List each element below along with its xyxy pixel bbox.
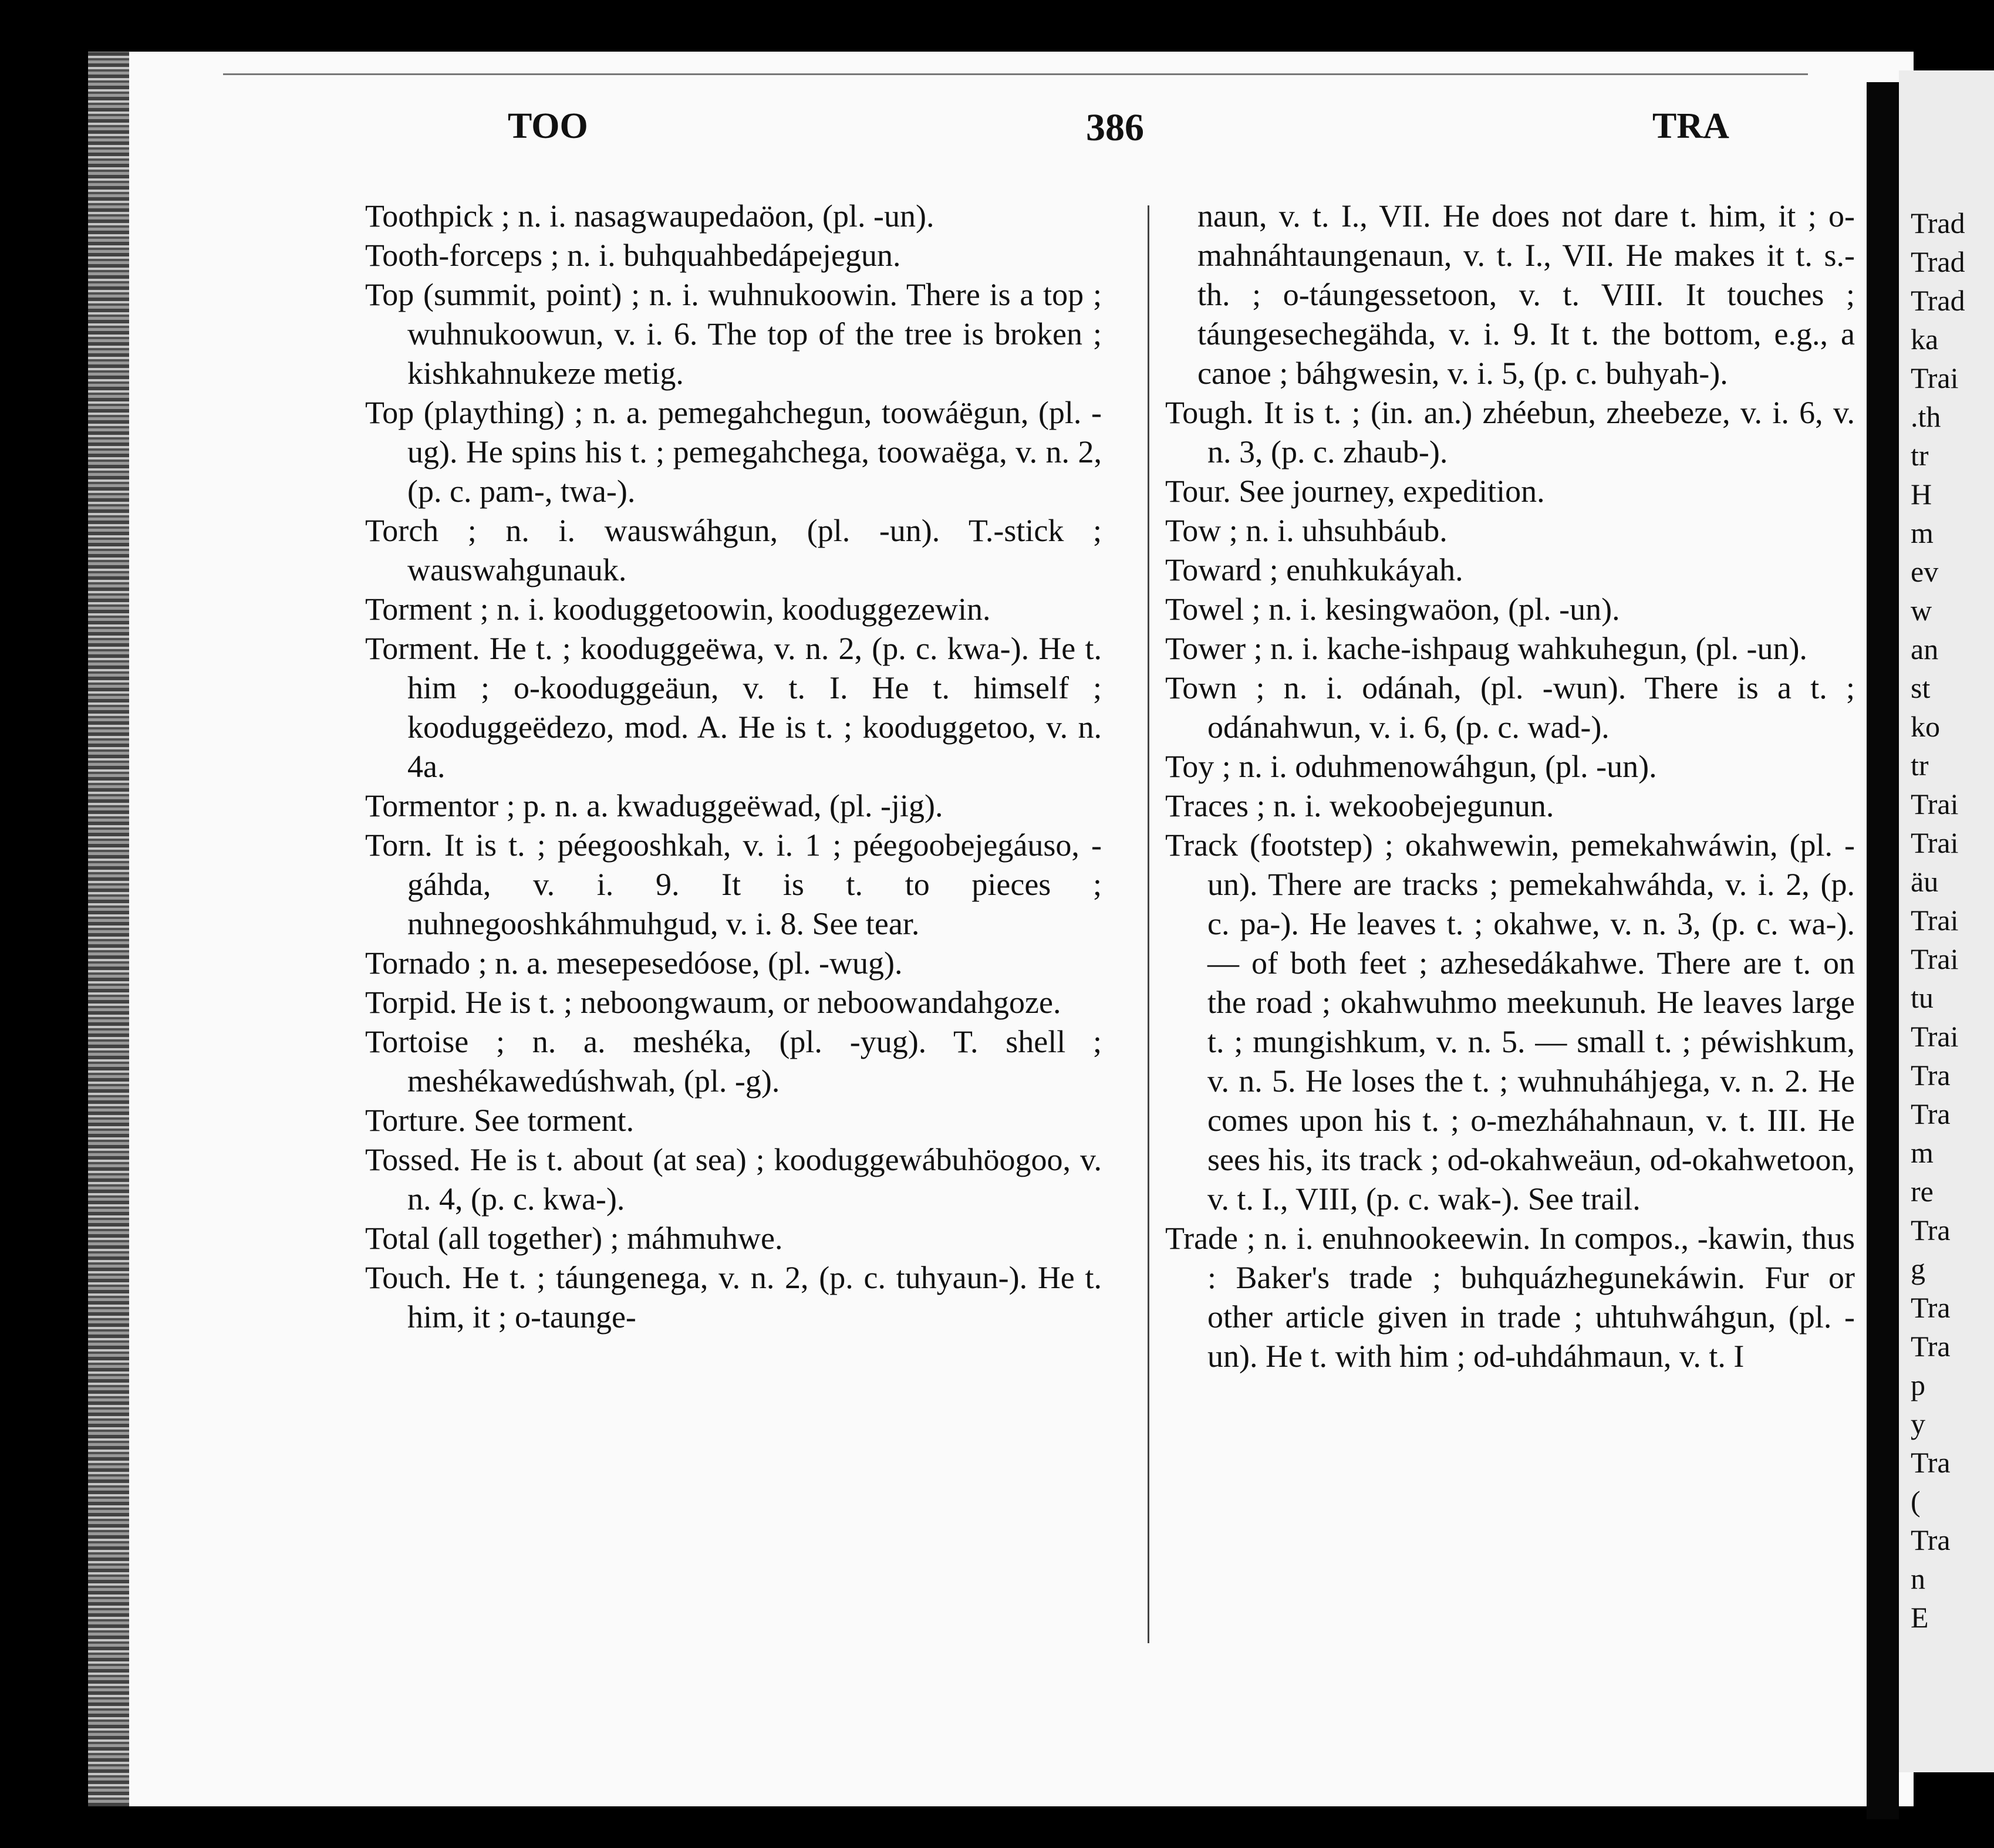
entry-tortoise: Tortoise ; n. a. meshéka, (pl. -yug). T. shell ; meshékawedúshwah, (pl. -g). [365, 1024, 1102, 1099]
right-column [1165, 197, 1855, 1376]
next-page-fragment: p [1911, 1369, 1925, 1401]
next-page-fragment: y [1911, 1407, 1925, 1440]
next-page-fragment: H [1911, 478, 1932, 511]
next-page-fragment: E [1911, 1601, 1929, 1634]
next-page-fragment: Tra [1911, 1059, 1951, 1092]
running-head-left: TOO [508, 106, 588, 146]
entry-toothpick: Toothpick ; n. i. nasagwaupedaöon, (pl. -un). [365, 198, 934, 234]
entry-tooth-forceps: Tooth-forceps ; n. i. buhquahbedápejegun. [365, 238, 901, 273]
next-page-fragment: tu [1911, 981, 1934, 1014]
next-page-fragment: Tra [1911, 1291, 1951, 1324]
page-number: 386 [1086, 106, 1144, 149]
running-head-right: TRA [1652, 106, 1729, 146]
entry-tormentor: Tormentor ; p. n. a. kwaduggeëwad, (pl. -jig). [365, 788, 943, 823]
next-page-fragment: .th [1911, 400, 1941, 433]
next-page-fragment: Tra [1911, 1523, 1951, 1556]
next-page-fragment: m [1911, 1136, 1934, 1169]
entry-torment-verb: Torment. He t. ; kooduggeëwa, v. n. 2, (p. c. kwa-). He t. him ; o-kooduggeäun, v. t. I. He t. himself ; kooduggeëdezo, mod. A. He is t. ; kooduggetoo, v. n. 4a. [365, 631, 1102, 784]
next-page-fragment: Trai [1911, 788, 1959, 820]
entry-torment-noun: Torment ; n. i. kooduggetoowin, kooduggezewin. [365, 592, 991, 627]
entry-toy: Toy ; n. i. oduhmenowáhgun, (pl. -un). [1165, 749, 1657, 784]
entry-tow: Tow ; n. i. uhsuhbáub. [1165, 513, 1448, 548]
next-page-fragment: an [1911, 633, 1939, 665]
entry-town: Town ; n. i. odánah, (pl. -wun). There is a t. ; odánahwun, v. i. 6, (p. c. wad-). [1165, 670, 1855, 745]
next-page-fragment: Tra [1911, 1214, 1951, 1246]
next-page-fragment: ev [1911, 555, 1939, 588]
next-page-fragment: w [1911, 594, 1932, 627]
next-page-fragment: Trai [1911, 362, 1959, 394]
entry-torn: Torn. It is t. ; péegooshkah, v. i. 1 ; péegoobejegáuso, -gáhda, v. i. 9. It is t. to pieces ; nuhnegooshkáhmuhgud, v. i. 8. See tear. [365, 827, 1102, 941]
next-page-fragment: Trai [1911, 942, 1959, 975]
entry-track: Track (footstep) ; okahwewin, pemekahwáwin, (pl. -un). There are tracks ; pemekahwáhda, v. i. 2, (p. c. pa-). He leaves t. ; okahwe, v. n. 3, (p. c. wa-). — of both feet ; azhesedákahwe. There are t. on the road ; okahwuhmo meekunuh. He leaves large t. ; mungishkum, v. n. 5. — small t. ; péwishkum, v. n. 5. He loses the t. ; wuhnuháhjega, v. n. 2. He comes upon his t. ; o-mezháhahnaun, v. t. III. He sees his, its track ; od-okahweäun, od-okahwetoon, v. t. I., VIII, (p. c. wak-). See trail. [1165, 827, 1855, 1217]
next-page-fragment: Tra [1911, 1446, 1951, 1479]
next-page-fragment: m [1911, 516, 1934, 549]
next-page-fragment: g [1911, 1252, 1925, 1285]
next-page-fragment: tr [1911, 749, 1929, 782]
entry-tough: Tough. It is t. ; (in. an.) zhéebun, zheebeze, v. i. 6, v. n. 3, (p. c. zhaub-). [1165, 395, 1855, 469]
next-page-edge [1899, 70, 1994, 1772]
column-divider [1148, 205, 1149, 1643]
next-page-fragment: re [1911, 1175, 1934, 1208]
entry-total: Total (all together) ; máhmuhwe. [365, 1221, 783, 1256]
entry-top-plaything: Top (plaything) ; n. a. pemegahchegun, toowáëgun, (pl. -ug). He spins his t. ; pemegahchega, toowaëga, v. n. 2, (p. c. pam-, twa-). [365, 395, 1102, 509]
header-rule [223, 73, 1808, 75]
entry-touch: Touch. He t. ; táungenega, v. n. 2, (p. c. tuhyaun-). He t. him, it ; o-taunge- [365, 1260, 1102, 1335]
next-page-fragment: st [1911, 671, 1931, 704]
next-page-fragment: Tra [1911, 1330, 1951, 1363]
left-column [365, 197, 1102, 1337]
entry-top-summit: Top (summit, point) ; n. i. wuhnukoowin. There is a top ; wuhnukoowun, v. i. 6. The top of the tree is broken ; kishkahnukeze metig. [365, 277, 1102, 391]
entry-trade: Trade ; n. i. enuhnookeewin. In compos., -kawin, thus : Baker's trade ; buhquázhegunekáwin. Fur or other article given in trade ; uhtuhwáhgun, (pl. -un). He t. with him ; od-uhdáhmaun, v. t. I [1165, 1221, 1855, 1374]
next-page-fragment: Trad [1911, 284, 1965, 317]
next-page-fragment: Trad [1911, 207, 1965, 239]
next-page-fragment: ( [1911, 1485, 1921, 1518]
next-page-fragment: n [1911, 1562, 1925, 1595]
next-page-fragment: Trai [1911, 904, 1959, 937]
next-page-fragment: Trad [1911, 245, 1965, 278]
next-page-fragment: ka [1911, 323, 1939, 356]
next-page-fragment: Trai [1911, 1020, 1959, 1053]
book-spine [1867, 82, 1899, 1819]
entry-tour: Tour. See journey, expedition. [1165, 474, 1545, 509]
entry-tossed: Tossed. He is t. about (at sea) ; kooduggewábuhöogoo, v. n. 4, (p. c. kwa-). [365, 1142, 1102, 1217]
entry-toward: Toward ; enuhkukáyah. [1165, 552, 1463, 587]
entry-tower: Tower ; n. i. kache-ishpaug wahkuhegun, (pl. -un). [1165, 631, 1807, 666]
entry-torch: Torch ; n. i. wauswáhgun, (pl. -un). T.-stick ; wauswahgunauk. [365, 513, 1102, 587]
next-page-fragment: äu [1911, 865, 1939, 898]
next-page-fragment: Trai [1911, 826, 1959, 859]
entry-torpid: Torpid. He is t. ; neboongwaum, or neboowandahgoze. [365, 985, 1061, 1020]
entry-traces: Traces ; n. i. wekoobejegunun. [1165, 788, 1554, 823]
page-gutter-shadow [88, 52, 129, 1806]
entry-tornado: Tornado ; n. a. mesepesedóose, (pl. -wug). [365, 945, 903, 981]
next-page-fragment: ko [1911, 710, 1940, 743]
entry-towel: Towel ; n. i. kesingwaöon, (pl. -un). [1165, 592, 1620, 627]
next-page-fragment: tr [1911, 439, 1929, 472]
entry-torture: Torture. See torment. [365, 1103, 635, 1138]
next-page-fragment: Tra [1911, 1097, 1951, 1130]
entry-touch-continued: naun, v. t. I., VII. He does not dare t. him, it ; o-mahnáhtaungenaun, v. t. I., VII. He makes it t. s.-th. ; o-táungessetoon, v. t. VIII. It touches ; táungesechegähda, v. i. 9. It t. the bottom, e.g., a canoe ; báhgwesin, v. i. 5, (p. c. buhyah-). [1197, 198, 1855, 391]
